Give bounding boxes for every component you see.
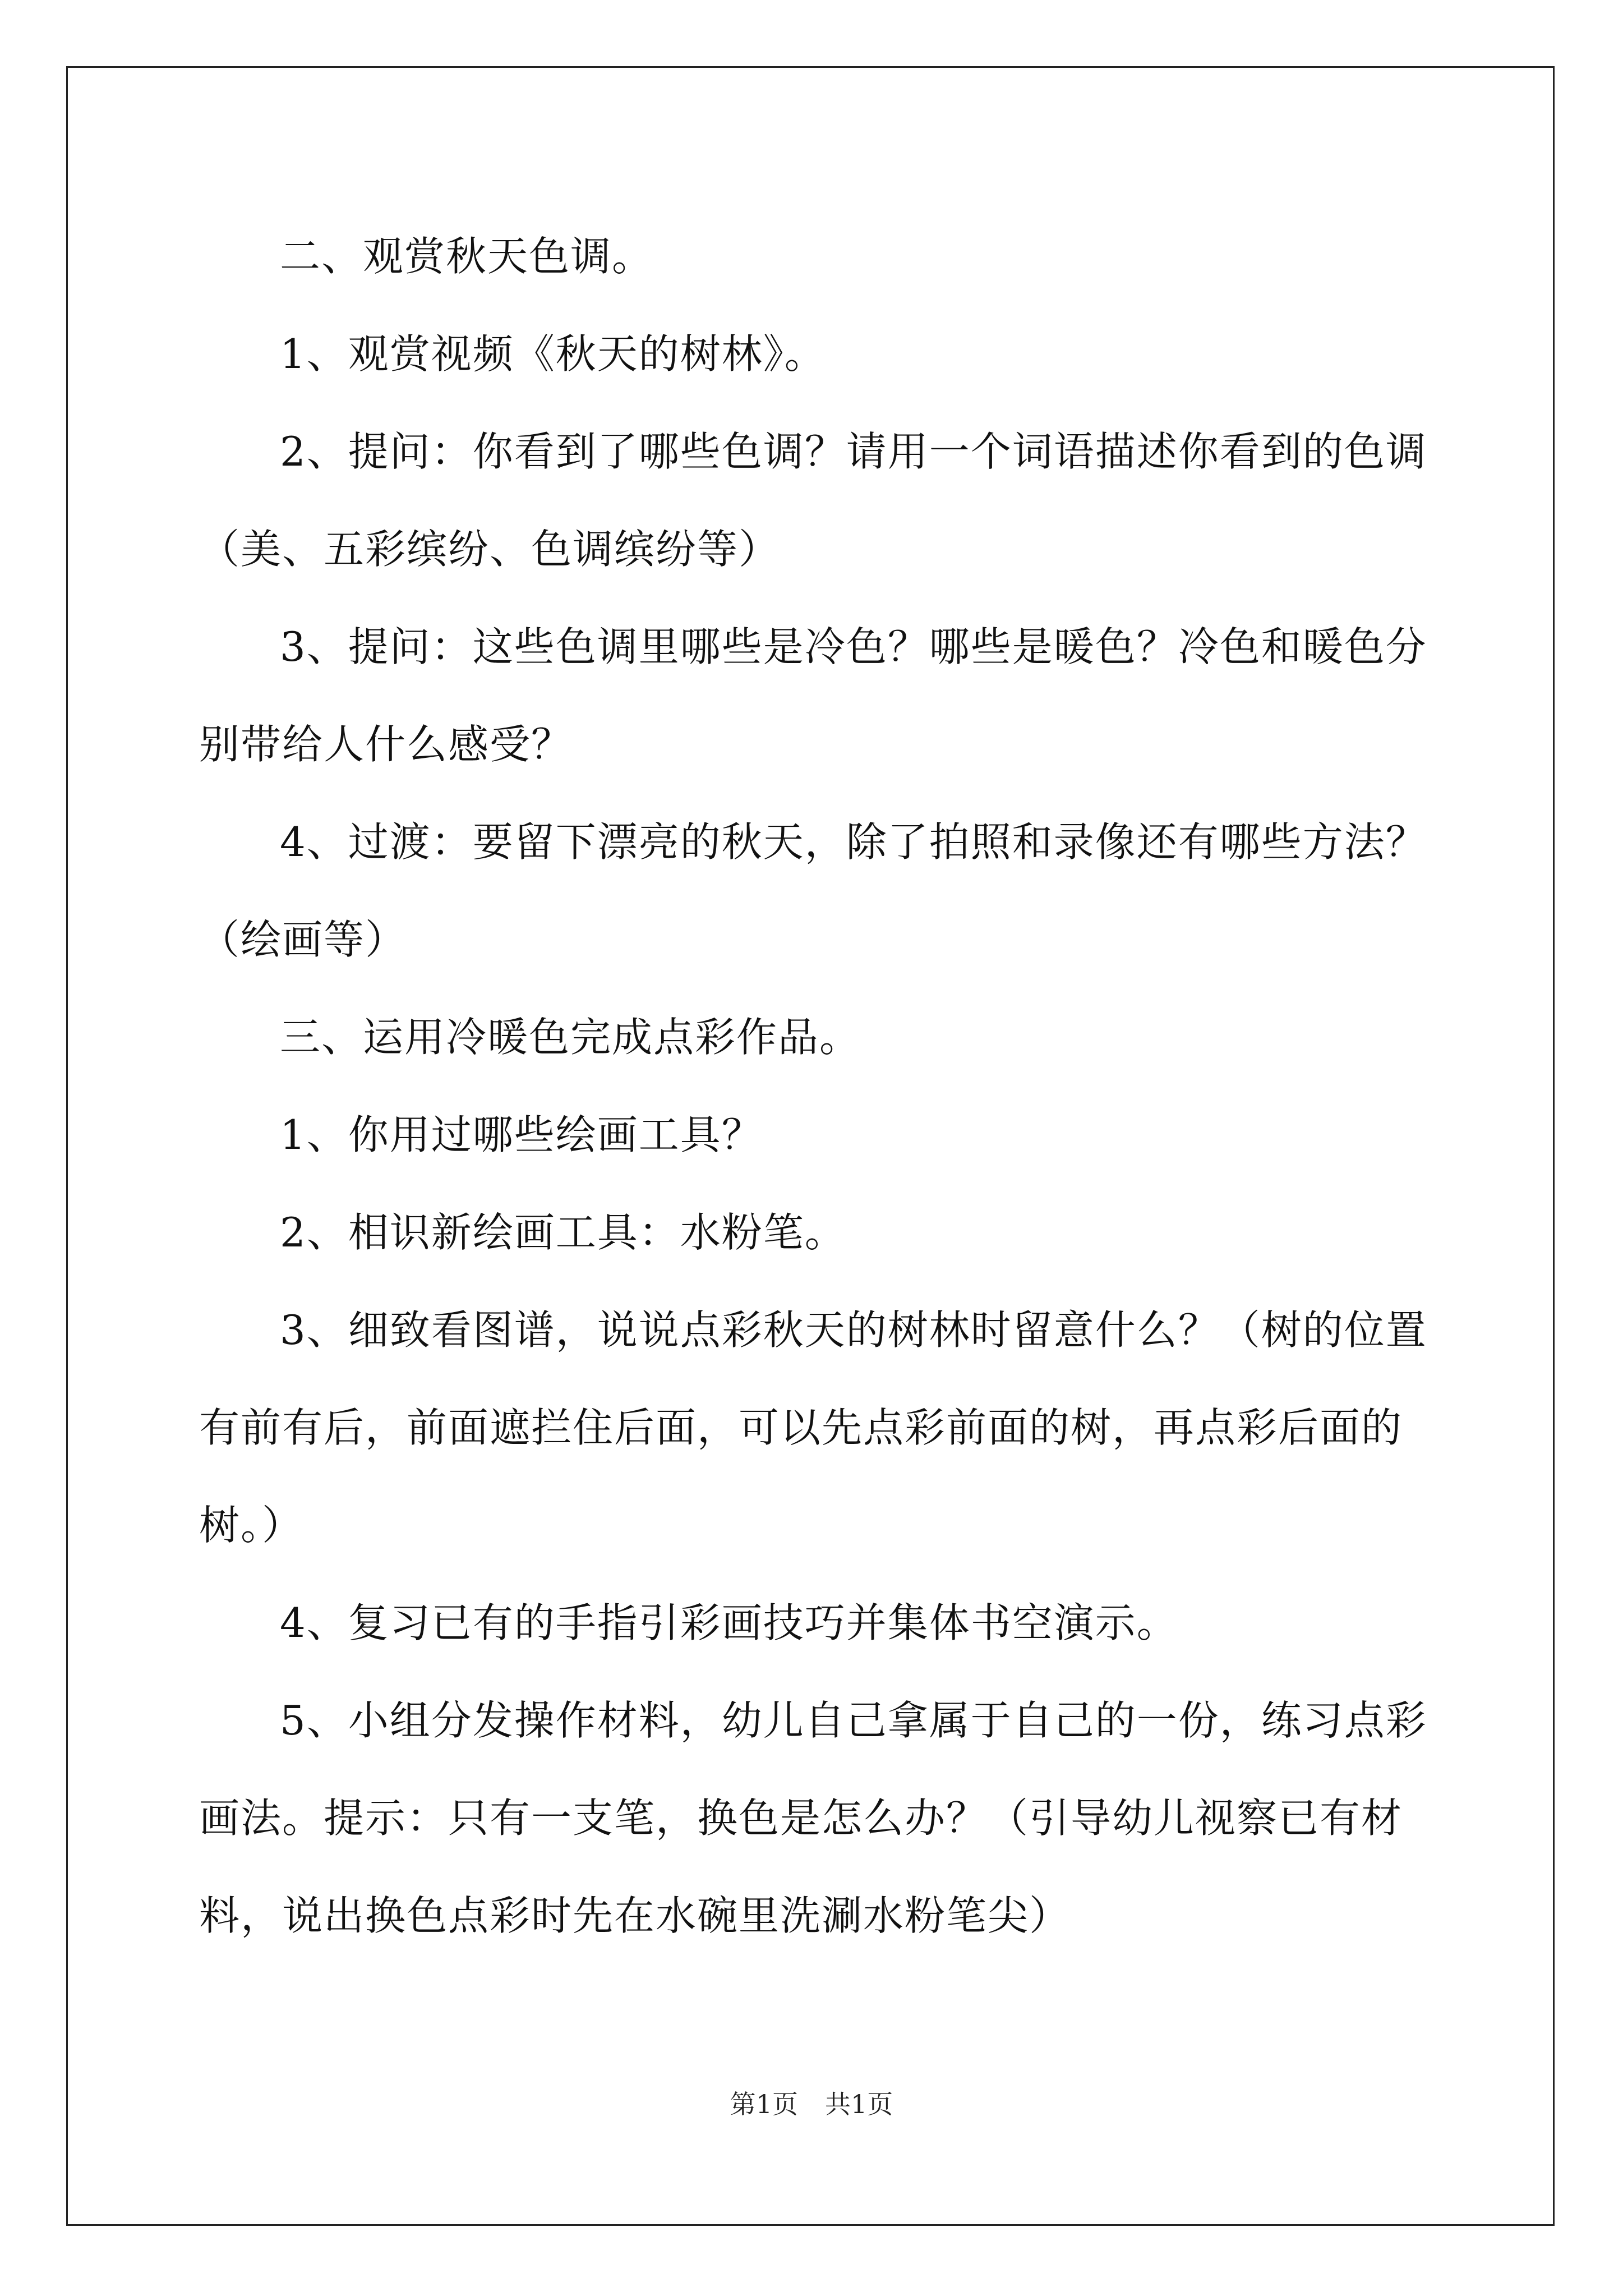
- page-number-current: 第1页: [730, 2089, 798, 2119]
- paragraph-section-3-heading: 三、运用冷暖色完成点彩作品。: [280, 1014, 861, 1061]
- paragraph-3-3: 3、细致看图谱，说说点彩秋天的树林时留意什么？（树的位置有前有后，前面遮拦住后面，可以先点彩前面的树，再点彩后面的树。）: [199, 1306, 1427, 1549]
- paragraph-section-2-heading: 二、观赏秋天色调。: [280, 233, 654, 280]
- paragraph-2-4: 4、过渡：要留下漂亮的秋天，除了拍照和录像还有哪些方法？（绘画等）: [199, 818, 1427, 963]
- paragraph-2-1: 1、观赏视频《秋天的树林》。: [280, 330, 826, 378]
- paragraph-3-1: 1、你用过哪些绘画工具？: [280, 1111, 763, 1158]
- paragraph-2-2: 2、提问：你看到了哪些色调？请用一个词语描述你看到的色调（美、五彩缤纷、色调缤纷等）: [199, 428, 1427, 573]
- paragraph-3-2: 2、相识新绘画工具：水粉笔。: [280, 1209, 846, 1256]
- page-number-total: 共1页: [825, 2089, 893, 2119]
- paragraph-3-5: 5、小组分发操作材料，幼儿自己拿属于自己的一份，练习点彩画法。提示：只有一支笔，换色是怎么办？（引导幼儿视察已有材料，说出换色点彩时先在水碗里洗涮水粉笔尖）: [199, 1697, 1427, 1939]
- document-body: [199, 208, 1427, 1964]
- paragraph-2-3: 3、提问：这些色调里哪些是冷色？哪些是暖色？冷色和暖色分别带给人什么感受？: [199, 623, 1427, 768]
- page-footer: [0, 2084, 1623, 2121]
- paragraph-3-4: 4、复习已有的手指引彩画技巧并集体书空演示。: [280, 1599, 1178, 1646]
